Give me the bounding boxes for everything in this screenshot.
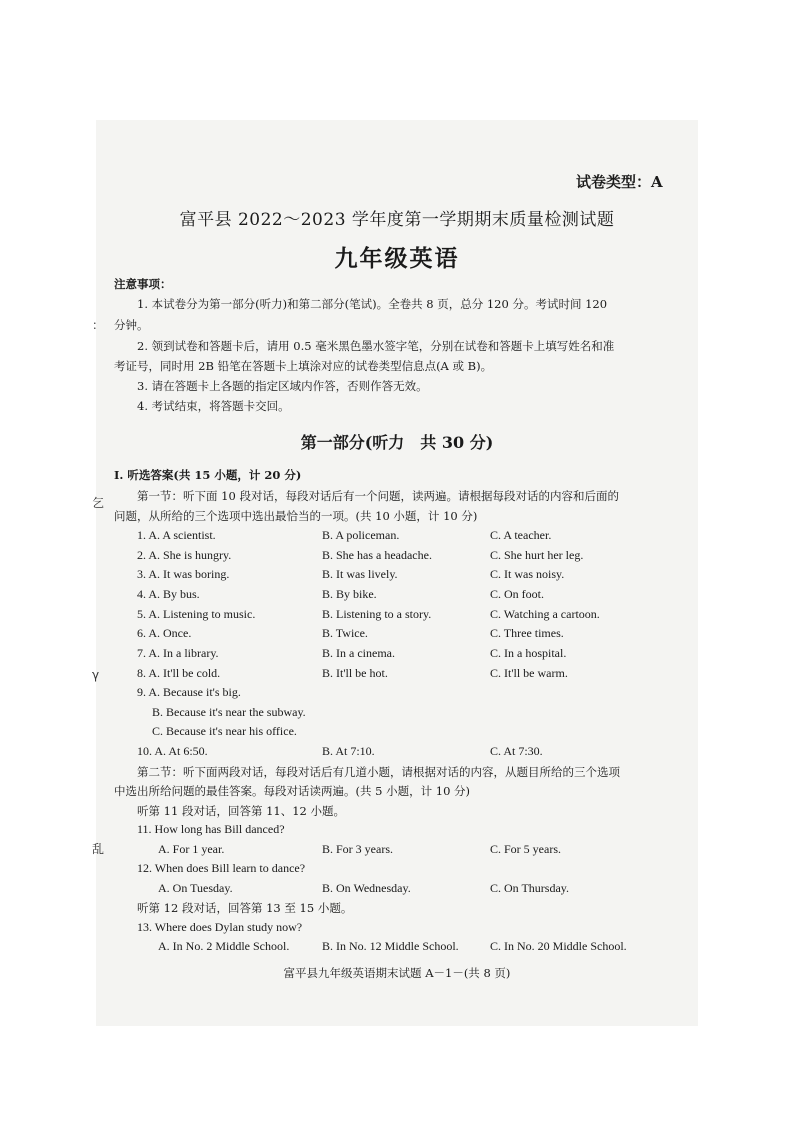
q10-option-c: C. At 7:30. [490,744,543,758]
margin-mark-1: ： [92,318,105,332]
section2-instruction-line-1: 第二节：听下面两段对话，每段对话后有几道小题，请根据对话的内容，从题目所给的三个选项 [137,765,620,779]
q6-option-a: 6. A. Once. [137,626,192,640]
section2-instruction-line-2: 中选出所给问题的最佳答案。每段对话读两遍。(共 5 小题，计 10 分) [114,784,471,798]
q6-option-c: C. Three times. [490,626,564,640]
q11-option-c: C. For 5 years. [490,842,561,856]
subject-title: 九年级英语 [334,245,460,272]
q8-option-a: 8. A. It'll be cold. [137,666,221,680]
q2-option-b: B. She has a headache. [322,548,432,562]
q13-option-c: C. In No. 20 Middle School. [490,939,627,953]
note-3: 3. 请在答题卡上各题的指定区域内作答，否则作答无效。 [137,379,428,393]
q7-option-a: 7. A. In a library. [137,646,219,660]
q8-option-c: C. It'll be warm. [490,666,568,680]
q5-option-c: C. Watching a cartoon. [490,607,600,621]
q8-option-b: B. It'll be hot. [322,666,388,680]
q11-option-b: B. For 3 years. [322,842,393,856]
q12-option-c: C. On Thursday. [490,881,569,895]
q1-option-c: C. A teacher. [490,528,552,542]
note-1-line-2: 分钟。 [114,318,149,332]
q7-option-c: C. In a hospital. [490,646,567,660]
page-footer: 富平县九年级英语期末试题 A－1－(共 8 页) [283,966,511,980]
margin-mark-2: 乞 [92,496,105,510]
q4-option-a: 4. A. By bus. [137,587,200,601]
dialog-12-intro: 听第 12 段对话，回答第 13 至 15 小题。 [137,901,353,915]
margin-mark-3: γ [92,668,100,682]
q9-option-a: 9. A. Because it's big. [137,685,241,699]
q3-option-a: 3. A. It was boring. [137,567,230,581]
q13-option-b: B. In No. 12 Middle School. [322,939,459,953]
notes-heading: 注意事项： [114,277,172,291]
q10-option-a: 10. A. At 6:50. [137,744,208,758]
q4-option-b: B. By bike. [322,587,377,601]
part1-title: 第一部分(听力 共 30 分) [300,433,494,452]
q10-option-b: B. At 7:10. [322,744,375,758]
note-1-line-1: 1. 本试卷分为第一部分(听力)和第二部分(笔试)。全卷共 8 页，总分 120 分。考试时间 120 [137,297,608,311]
section1-title: Ⅰ. 听选答案(共 15 小题，计 20 分) [114,468,302,482]
q13-stem: 13. Where does Dylan study now? [137,920,303,934]
q12-option-b: B. On Wednesday. [322,881,411,895]
q1-option-b: B. A policeman. [322,528,400,542]
q12-stem: 12. When does Bill learn to dance? [137,861,306,875]
q6-option-b: B. Twice. [322,626,368,640]
q2-option-c: C. She hurt her leg. [490,548,584,562]
q4-option-c: C. On foot. [490,587,544,601]
q11-stem: 11. How long has Bill danced? [137,822,285,836]
q12-option-a: A. On Tuesday. [158,881,233,895]
q3-option-c: C. It was noisy. [490,567,565,581]
q3-option-b: B. It was lively. [322,567,398,581]
section1-instruction-line-2: 问题，从所给的三个选项中选出最恰当的一项。(共 10 小题，计 10 分) [114,509,478,523]
q5-option-a: 5. A. Listening to music. [137,607,256,621]
margin-mark-4: 乱 [92,842,105,856]
section1-instruction-line-1: 第一节：听下面 10 段对话，每段对话后有一个问题，读两遍。请根据每段对话的内容和后面的 [137,489,619,503]
note-4: 4. 考试结束，将答题卡交回。 [137,399,290,413]
note-2-line-2: 考证号，同时用 2B 铅笔在答题卡上填涂对应的试卷类型信息点(A 或 B)。 [114,359,493,373]
q5-option-b: B. Listening to a story. [322,607,432,621]
q13-option-a: A. In No. 2 Middle School. [158,939,290,953]
dialog-11-intro: 听第 11 段对话，回答第 11、12 小题。 [137,804,346,818]
q7-option-b: B. In a cinema. [322,646,395,660]
paper-type-label: 试卷类型：A [576,173,663,191]
q11-option-a: A. For 1 year. [158,842,225,856]
q9-option-c: C. Because it's near his office. [152,724,297,738]
exam-title: 富平县 2022～2023 学年度第一学期期末质量检测试题 [179,210,615,230]
note-2-line-1: 2. 领到试卷和答题卡后，请用 0.5 毫米黑色墨水签字笔，分别在试卷和答题卡上填写姓名和准 [137,339,615,353]
q2-option-a: 2. A. She is hungry. [137,548,232,562]
q1-option-a: 1. A. A scientist. [137,528,216,542]
q9-option-b: B. Because it's near the subway. [152,705,306,719]
